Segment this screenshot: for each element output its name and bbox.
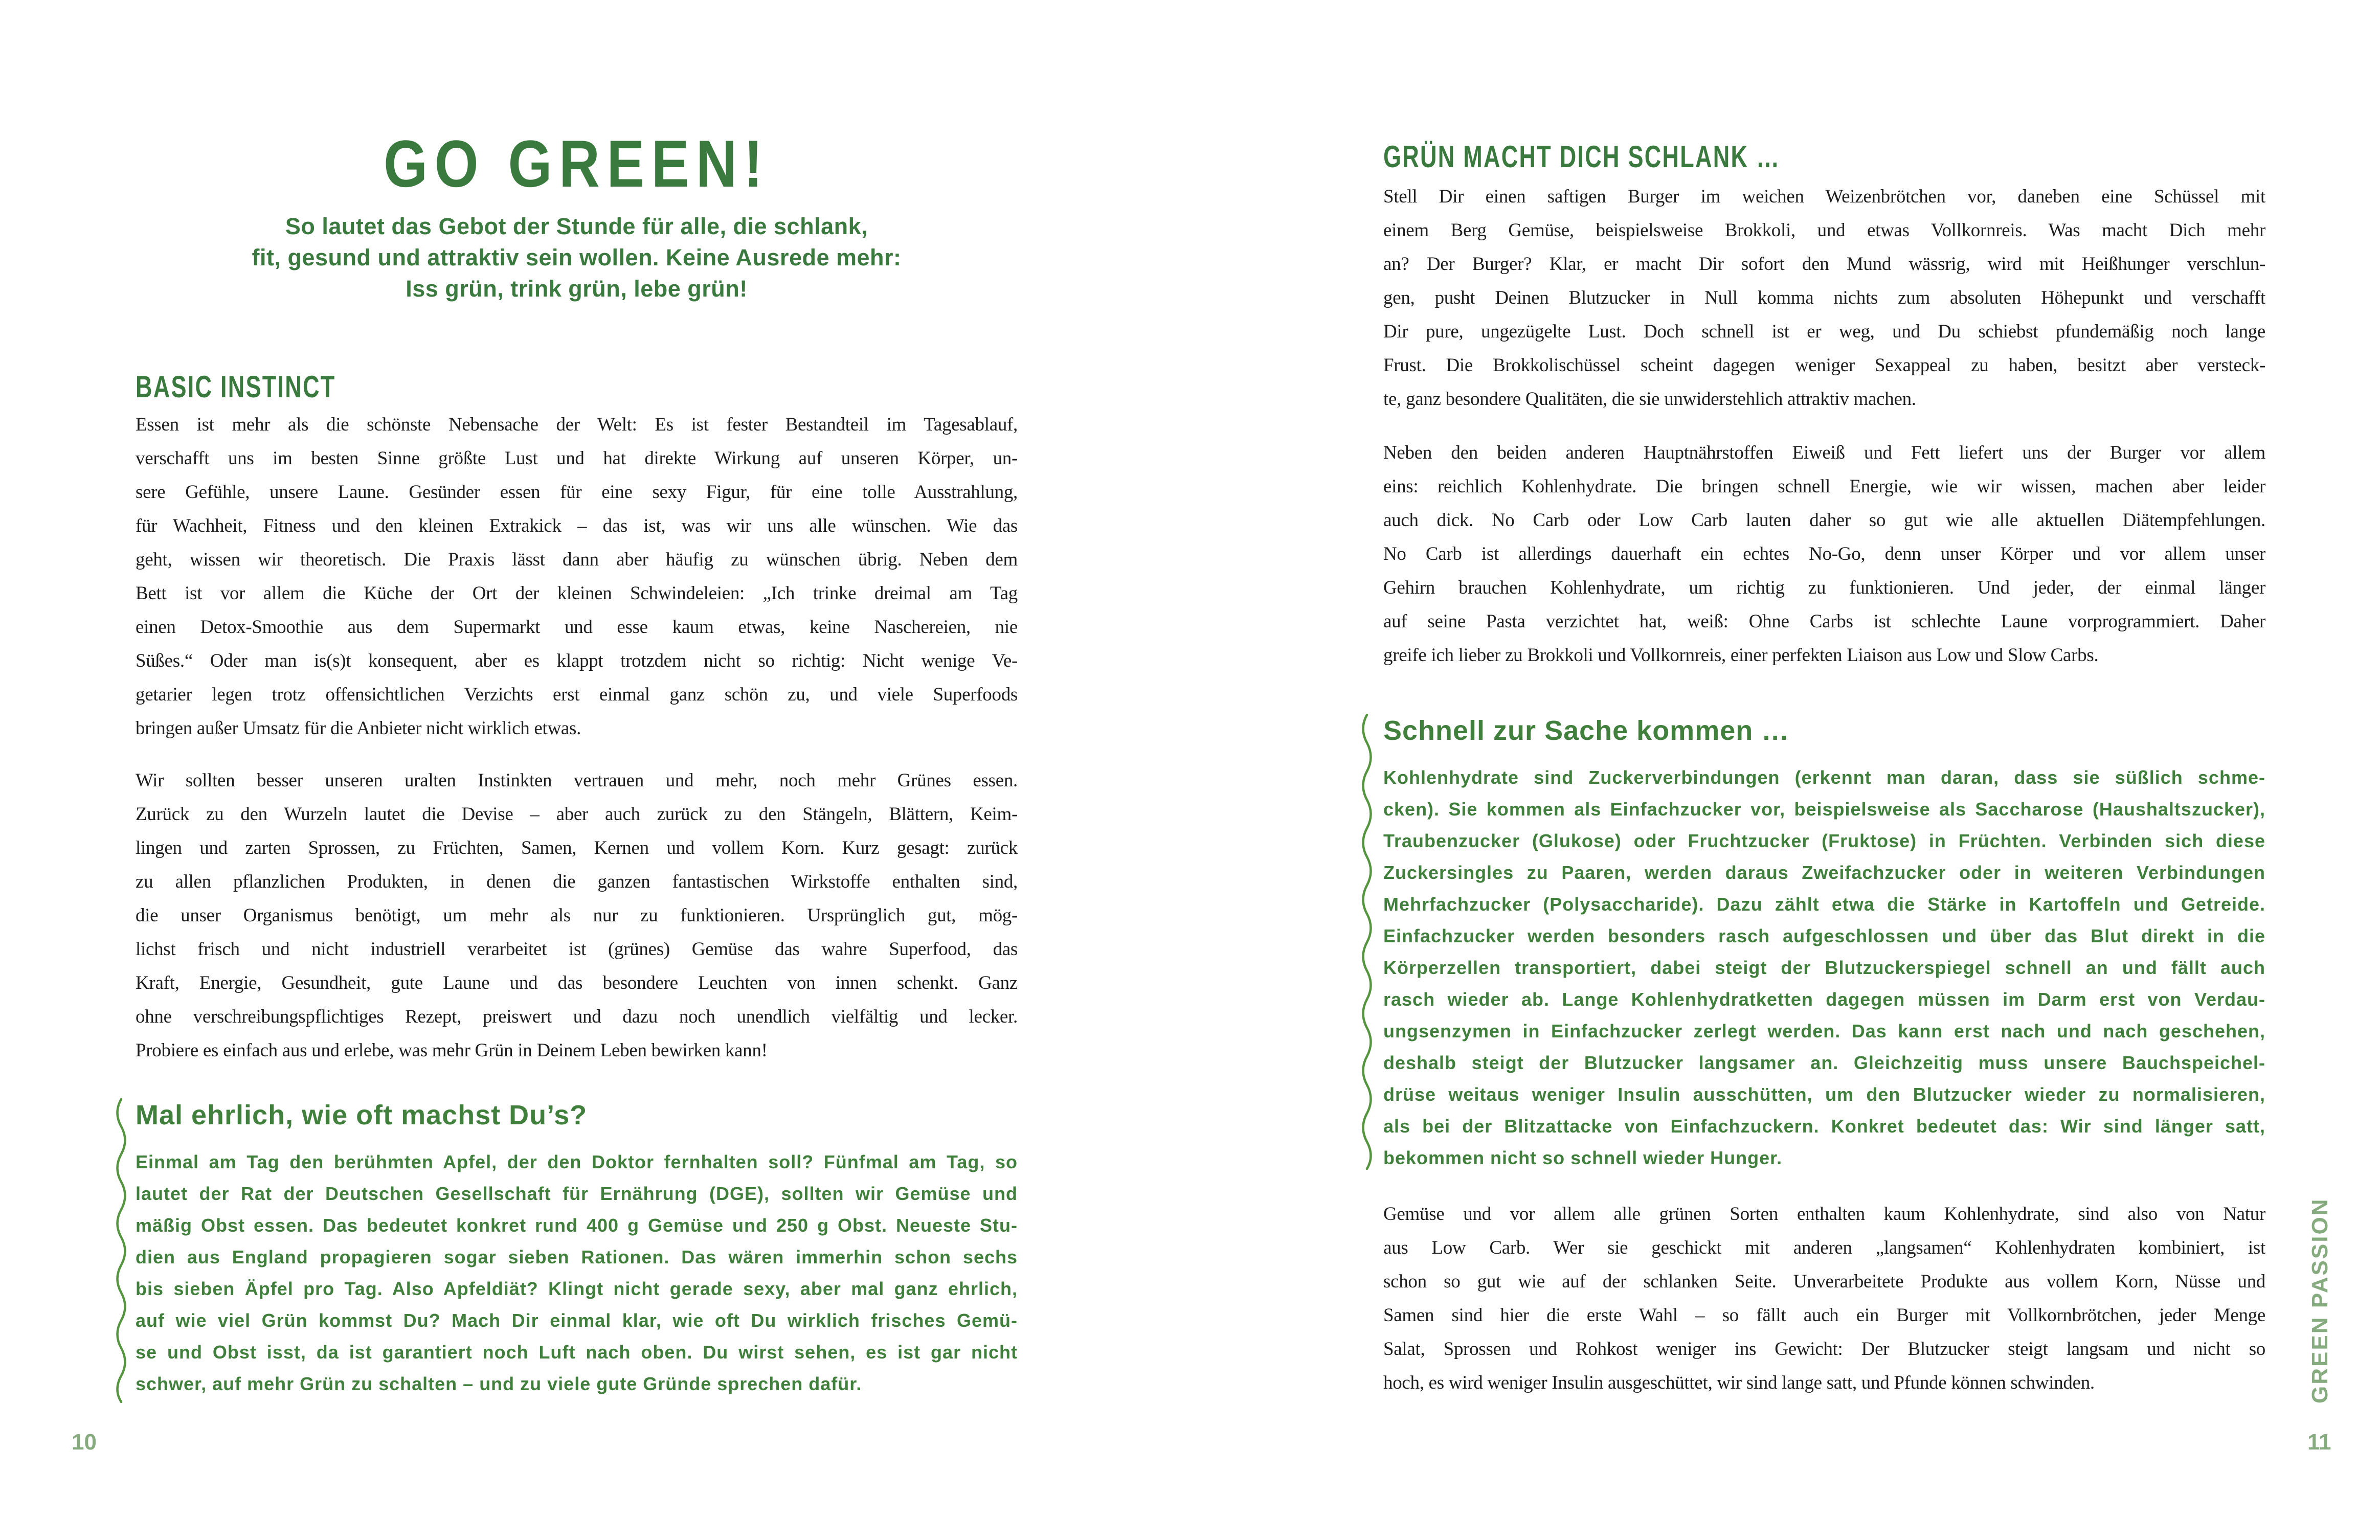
text-line: eins: reichlich Kohlenhydrate. Die bringen schnell Energie, wie wir wissen, machen aber leider	[1383, 476, 2265, 497]
text-line: lingen und zarten Sprossen, zu Früchten, Samen, Kernen und vollem Korn. Kurz gesagt: zurück	[136, 837, 1018, 858]
text-line: Salat, Sprossen und Rohkost weniger ins Gewicht: Der Blutzucker steigt langsam und nicht so	[1383, 1339, 2265, 1360]
text-line: auf wie viel Grün kommst Du? Mach Dir einmal klar, wie oft Du wirklich frisches Gemü-	[136, 1310, 1018, 1331]
green-box-heading-left: Mal ehrlich, wie oft machst Du’s?	[136, 1100, 588, 1130]
right-paragraph-1	[1383, 180, 2265, 416]
right-paragraph-2	[1383, 436, 2265, 672]
text-line: cken). Sie kommen als Einfachzucker vor, beispielsweise als Saccharose (Haushaltszucker),	[1383, 799, 2265, 820]
text-line: verschafft uns im besten Sinne größte Lust und hat direkte Wirkung auf unseren Körper, un-	[136, 448, 1018, 469]
text-line: No Carb ist allerdings dauerhaft ein echtes No-Go, denn unser Körper und vor allem unser	[1383, 543, 2265, 564]
text-line: bringen außer Umsatz für die Anbieter nicht wirklich etwas.	[136, 718, 581, 739]
text-line: Neben den beiden anderen Hauptnährstoffen Eiweiß und Fett liefert uns der Burger vor allem	[1383, 442, 2265, 463]
text-line: ungsenzymen in Einfachzucker zerlegt werden. Das kann erst nach und nach geschehen,	[1383, 1021, 2265, 1041]
text-line: auch dick. No Carb oder Low Carb lauten daher so gut wie alle aktuellen Diätempfehlungen.	[1383, 510, 2265, 531]
section-heading-gruen-macht-dich-schlank: GRÜN MACHT DICH SCHLANK …	[1383, 140, 1781, 174]
text-line: bis sieben Äpfel pro Tag. Also Apfeldiät? Klingt nicht gerade sexy, aber mal ganz ehrlich,	[136, 1278, 1018, 1299]
section-heading-basic-instinct: BASIC INSTINCT	[136, 370, 336, 404]
green-box-text-right	[1383, 762, 2265, 1174]
text-line: Kohlenhydrate sind Zuckerverbindungen (erkennt man daran, dass sie süßlich schme-	[1383, 767, 2265, 788]
text-line: bekommen nicht so schnell wieder Hunger.	[1383, 1147, 1783, 1168]
text-line: Gehirn brauchen Kohlenhydrate, um richtig zu funktionieren. Und jeder, der einmal länger	[1383, 577, 2265, 598]
text-line: dien aus England propagieren sogar sieben Rationen. Das wären immerhin schon sechs	[136, 1247, 1018, 1267]
text-line: Frust. Die Brokkolischüssel scheint dagegen weniger Sexappeal zu haben, besitzt aber versteck-	[1383, 355, 2265, 376]
text-line: an? Der Burger? Klar, er macht Dir sofort den Mund wässrig, wird mit Heißhunger verschlun-	[1383, 254, 2265, 275]
page-number-right: 11	[2307, 1430, 2331, 1455]
text-line: Iss grün, trink grün, lebe grün!	[406, 276, 748, 302]
text-line: lautet der Rat der Deutschen Gesellschaft für Ernährung (DGE), sollten wir Gemüse und	[136, 1183, 1018, 1204]
left-paragraph-1	[136, 408, 1018, 745]
text-line: deshalb steigt der Blutzucker langsamer an. Gleichzeitig muss unsere Bauchspeichel-	[1383, 1052, 2265, 1073]
text-line: Einfachzucker werden besonders rasch aufgeschlossen und über das Blut direkt in die	[1383, 925, 2265, 946]
text-line: die unser Organismus benötigt, um mehr als nur zu funktionieren. Ursprünglich gut, mög-	[136, 905, 1018, 926]
text-line: greife ich lieber zu Brokkoli und Vollkornreis, einer perfekten Liaison aus Low und Slow Carbs.	[1383, 645, 2099, 666]
text-line: sere Gefühle, unsere Laune. Gesünder essen für eine sexy Figur, für eine tolle Ausstrahlung,	[136, 482, 1018, 503]
text-line: drüse weitaus weniger Insulin ausschütten, um den Blutzucker wieder zu normalisieren,	[1383, 1084, 2265, 1105]
wavy-rule-left-page	[116, 1098, 127, 1403]
text-line: Gemüse und vor allem alle grünen Sorten enthalten kaum Kohlenhydrate, sind also von Natur	[1383, 1204, 2265, 1225]
text-line: schwer, auf mehr Grün zu schalten – und zu viele gute Gründe sprechen dafür.	[136, 1373, 862, 1394]
text-line: te, ganz besondere Qualitäten, die sie unwiderstehlich attraktiv machen.	[1383, 389, 1916, 410]
text-line: rasch wieder ab. Lange Kohlenhydratketten dagegen müssen im Darm erst von Verdau-	[1383, 989, 2265, 1010]
text-line: zu allen pflanzlichen Produkten, in denen die ganzen fantastischen Wirkstoffe enthalten sind,	[136, 871, 1018, 892]
text-line: Dir pure, ungezügelte Lust. Doch schnell ist er weg, und Du schiebst pfundemäßig noch lange	[1383, 321, 2265, 342]
text-line: Zuckersingles zu Paaren, werden daraus Zweifachzucker oder in weiteren Verbindungen	[1383, 862, 2265, 883]
text-line: Stell Dir einen saftigen Burger im weichen Weizenbrötchen vor, daneben eine Schüssel mit	[1383, 186, 2265, 207]
text-line: ohne verschreibungspflichtiges Rezept, preiswert und dazu noch unendlich vielfältig und lecker.	[136, 1006, 1018, 1027]
text-line: gen, pusht Deinen Blutzucker in Null komma nichts zum absoluten Höhepunkt und verschafft	[1383, 287, 2265, 308]
page-subtitle	[136, 211, 1018, 304]
left-paragraph-2	[136, 764, 1018, 1068]
text-line: Essen ist mehr als die schönste Nebensache der Welt: Es ist fester Bestandteil im Tagesablauf,	[136, 414, 1018, 435]
wavy-rule-right-page	[1361, 714, 1373, 1170]
text-line: einen Detox-Smoothie aus dem Supermarkt und esse kaum etwas, keine Naschereien, nie	[136, 617, 1018, 638]
right-paragraph-3	[1383, 1197, 2265, 1400]
green-box-heading-right: Schnell zur Sache kommen …	[1383, 715, 1790, 746]
text-line: für Wachheit, Fitness und den kleinen Extrakick – das ist, was wir uns alle wünschen. Wie das	[136, 515, 1018, 536]
text-line: auf seine Pasta verzichtet hat, weiß: Ohne Carbs ist schlechte Laune vorprogrammiert. Daher	[1383, 611, 2265, 632]
text-line: geht, wissen wir theoretisch. Die Praxis lässt dann aber häufig zu wünschen übrig. Neben dem	[136, 549, 1018, 570]
text-line: Körperzellen transportiert, dabei steigt der Blutzuckerspiegel schnell an und fällt auch	[1383, 957, 2265, 978]
text-line: als bei der Blitzattacke von Einfachzuckern. Konkret bedeutet das: Wir sind länger satt,	[1383, 1116, 2265, 1137]
text-line: Zurück zu den Wurzeln lautet die Devise – aber auch zurück zu den Stängeln, Blättern, Keim-	[136, 804, 1018, 825]
text-line: Traubenzucker (Glukose) oder Fruchtzucker (Fruktose) in Früchten. Verbinden sich diese	[1383, 830, 2265, 851]
text-line: Einmal am Tag den berühmten Apfel, der den Doktor fernhalten soll? Fünfmal am Tag, so	[136, 1151, 1018, 1172]
margin-label-green-passion: GREEN PASSION	[2307, 1197, 2332, 1403]
text-line: getarier legen trotz offensichtlichen Verzichts erst einmal ganz schön zu, und viele Superfoods	[136, 684, 1018, 705]
text-line: Süßes.“ Oder man is(s)t konsequent, aber es klappt trotzdem nicht so richtig: Nicht wenige Ve-	[136, 650, 1018, 671]
text-line: mäßig Obst essen. Das bedeutet konkret rund 400 g Gemüse und 250 g Obst. Neueste Stu-	[136, 1215, 1018, 1236]
page-number-left: 10	[72, 1430, 97, 1455]
text-line: Wir sollten besser unseren uralten Instinkten vertrauen und mehr, noch mehr Grünes essen.	[136, 770, 1018, 791]
page-title: GO GREEN!	[384, 126, 770, 201]
text-line: Kraft, Energie, Gesundheit, gute Laune und das besondere Leuchten von innen schenkt. Ganz	[136, 972, 1018, 993]
text-line: einem Berg Gemüse, beispielsweise Brokkoli, und etwas Vollkornreis. Was macht Dich mehr	[1383, 220, 2265, 241]
text-line: lichst frisch und nicht industriell verarbeitet ist (grünes) Gemüse das wahre Superfood, das	[136, 939, 1018, 960]
text-line: Bett ist vor allem die Küche der Ort der kleinen Schwindeleien: „Ich trinke dreimal am Tag	[136, 583, 1018, 604]
text-line: So lautet das Gebot der Stunde für alle, die schlank,	[285, 213, 868, 239]
text-line: Probiere es einfach aus und erlebe, was mehr Grün in Deinem Leben bewirken kann!	[136, 1040, 768, 1061]
text-line: fit, gesund und attraktiv sein wollen. Keine Ausrede mehr:	[252, 244, 902, 270]
text-line: Mehrfachzucker (Polysaccharide). Dazu zählt etwa die Stärke in Kartoffeln und Getreide.	[1383, 894, 2265, 915]
text-line: schon so gut wie auf der schlanken Seite. Unverarbeitete Produkte aus vollem Korn, Nüsse und	[1383, 1271, 2265, 1292]
text-line: se und Obst isst, da ist garantiert noch Luft nach oben. Du wirst sehen, es ist gar nicht	[136, 1342, 1018, 1363]
green-box-text-left	[136, 1146, 1018, 1400]
text-line: aus Low Carb. Wer sie geschickt mit anderen „langsamen“ Kohlenhydraten kombiniert, ist	[1383, 1237, 2265, 1258]
text-line: hoch, es wird weniger Insulin ausgeschüttet, wir sind lange satt, und Pfunde können schwinden.	[1383, 1372, 2095, 1393]
text-line: Samen sind hier die erste Wahl – so fällt auch ein Burger mit Vollkornbrötchen, jeder Menge	[1383, 1305, 2265, 1326]
